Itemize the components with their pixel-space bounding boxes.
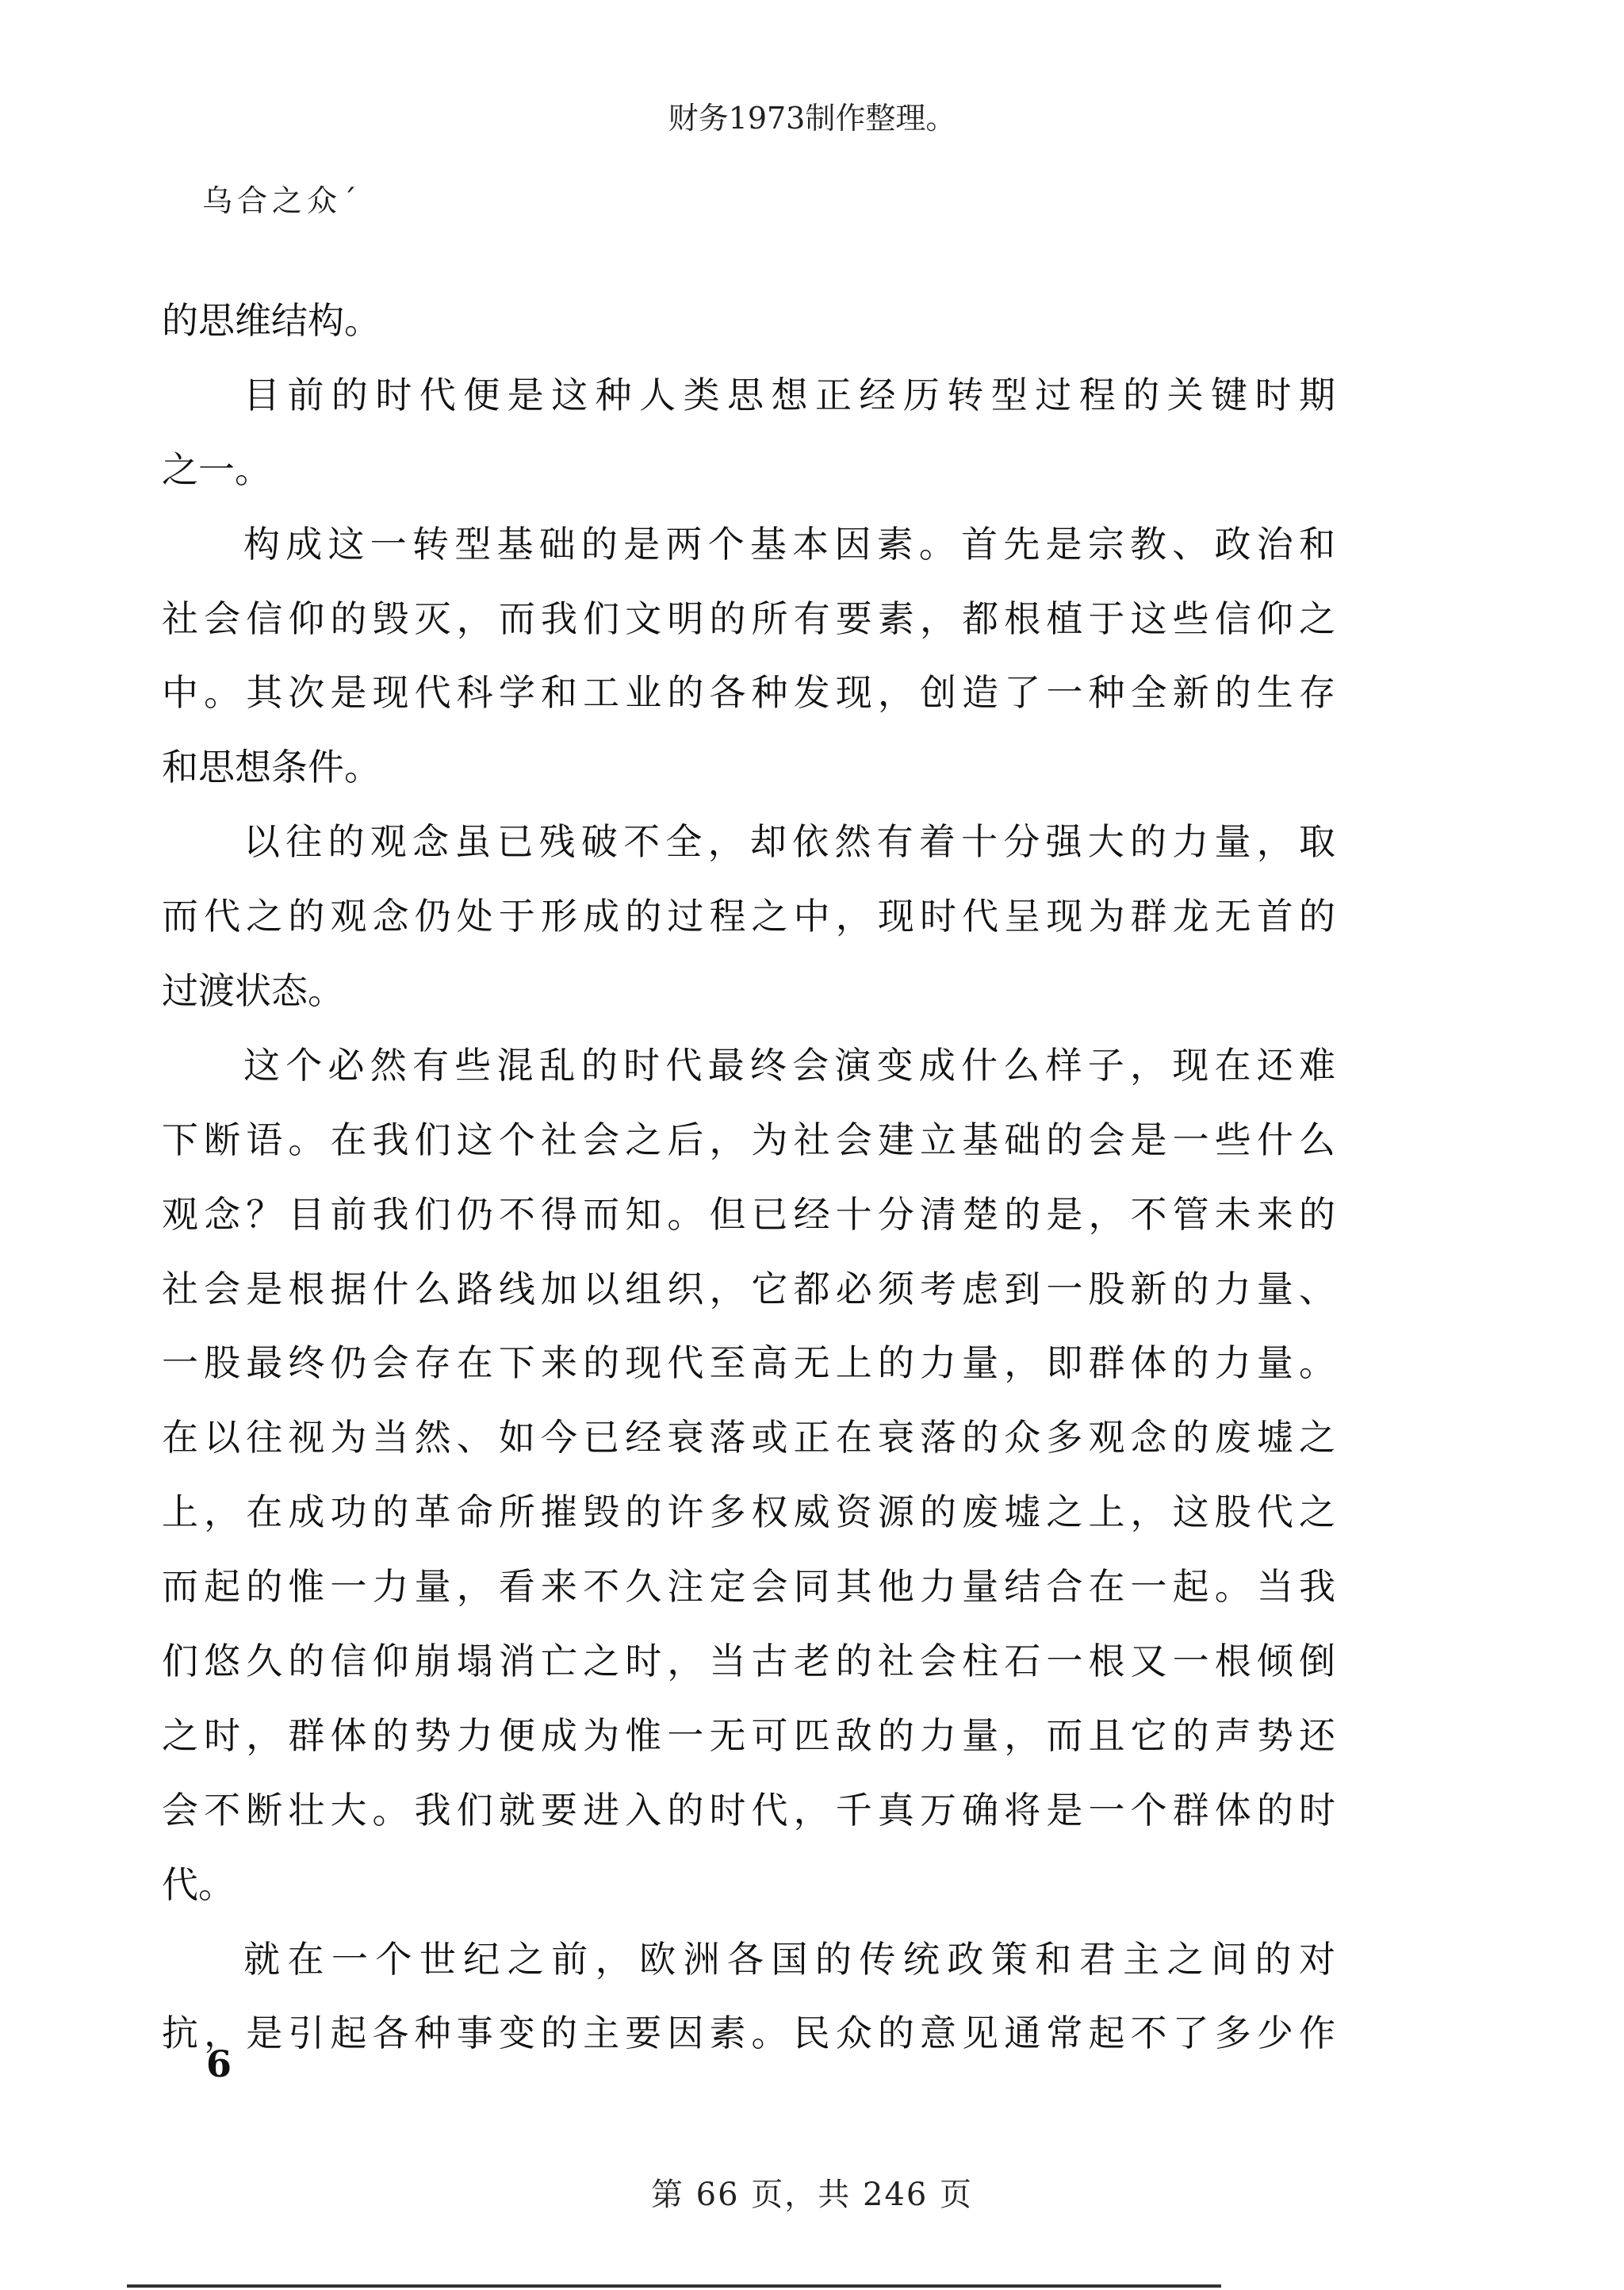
page-number: 6: [206, 2043, 232, 2085]
text-line: 以往的观念虽已残破不全，却依然有着十分强大的力量，取: [243, 820, 1335, 864]
text-line: 就在一个世纪之前，欧洲各国的传统政策和君主之间的对: [243, 1937, 1335, 1981]
text-line: 社会是根据什么路线加以组织，它都必须考虑到一股新的力量、: [162, 1267, 1335, 1310]
text-line: 而起的惟一力量，看来不久注定会同其他力量结合在一起。当我: [162, 1565, 1335, 1609]
scan-edge-divider: [127, 2284, 1221, 2288]
body-text: [162, 284, 1335, 2071]
text-line: 这个必然有些混乱的时代最终会演变成什么样子，现在还难: [243, 1043, 1335, 1087]
text-line: 在以往视为当然、如今已经衰落或正在衰落的众多观念的废墟之: [162, 1416, 1335, 1460]
text-line: 会不断壮大。我们就要进入的时代，千真万确将是一个群体的时: [162, 1788, 1335, 1832]
source-watermark-note: 财务1973制作整理。: [668, 101, 956, 136]
text-line: 下断语。在我们这个社会之后，为社会建立基础的会是一些什么: [162, 1118, 1335, 1161]
text-line: 构成这一转型基础的是两个基本因素。首先是宗教、政治和: [243, 522, 1335, 566]
text-line: 而代之的观念仍处于形成的过程之中，现时代呈现为群龙无首的: [162, 895, 1335, 938]
text-line: 和思想条件。: [162, 746, 381, 789]
text-line: 抗，是引起各种事变的主要因素。民众的意见通常起不了多少作: [162, 2012, 1335, 2055]
page-count-footer: 第 66 页，共 246 页: [650, 2177, 974, 2213]
text-line: 之一。: [162, 447, 271, 491]
text-line: 们悠久的信仰崩塌消亡之时，当古老的社会柱石一根又一根倾倒: [162, 1640, 1335, 1683]
text-line: 上，在成功的革命所摧毁的许多权威资源的废墟之上，这股代之: [162, 1490, 1335, 1534]
running-header-book-title: 乌合之众´: [202, 183, 362, 218]
text-line: 社会信仰的毁灭，而我们文明的所有要素，都根植于这些信仰之: [162, 596, 1335, 640]
text-line: 观念？目前我们仍不得而知。但已经十分清楚的是，不管未来的: [162, 1192, 1335, 1236]
text-line: 一股最终仍会存在下来的现代至高无上的力量，即群体的力量。: [162, 1341, 1335, 1385]
text-line: 代。: [162, 1862, 235, 1906]
text-line: 的思维结构。: [162, 299, 381, 342]
text-line: 之时，群体的势力便成为惟一无可匹敌的力量，而且它的声势还: [162, 1713, 1335, 1757]
text-line: 过渡状态。: [162, 969, 344, 1013]
text-line: 目前的时代便是这种人类思想正经历转型过程的关键时期: [243, 373, 1335, 416]
text-line: 中。其次是现代科学和工业的各种发现，创造了一种全新的生存: [162, 671, 1335, 715]
